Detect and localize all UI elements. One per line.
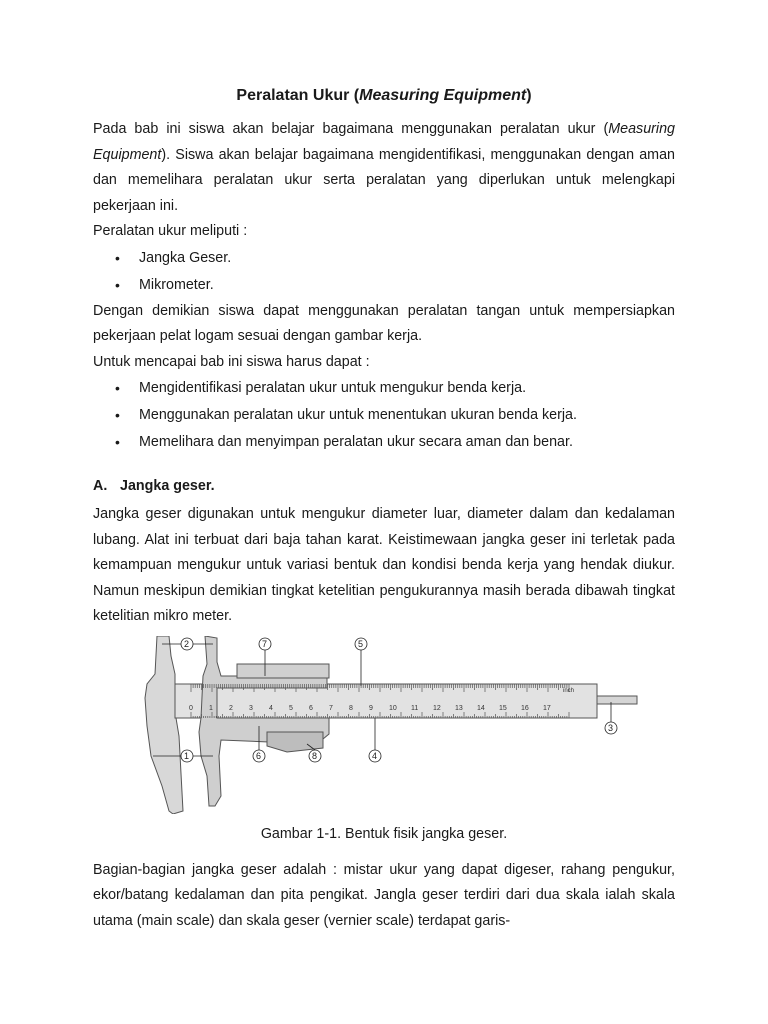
scale-number: 4 [269, 704, 273, 712]
callout-6: 6 [256, 750, 262, 761]
intro-text-b: ). Siswa akan belajar bagaimana mengidentifikasi, menggunakan dengan aman dan memelihara peralatan ukur serta peralatan yang diperlukan untuk melengkapi pekerjaan ini. [93, 146, 675, 214]
list-item: • Memelihara dan menyimpan peralatan ukur secara aman dan benar. [93, 429, 675, 456]
scale-number: 15 [499, 704, 507, 712]
document-page [93, 86, 675, 934]
list-item: • Mikrometer. [93, 272, 675, 299]
intro-paragraph [93, 117, 675, 219]
callout-4: 4 [372, 750, 378, 761]
intro-text-a: Pada bab ini siswa akan belajar bagaimana menggunakan peralatan ukur ( [93, 121, 609, 137]
title-prefix: Peralatan Ukur ( [236, 87, 360, 104]
callout-5: 5 [358, 638, 364, 649]
scale-number: 8 [349, 704, 353, 712]
list-item: • Jangka Geser. [93, 245, 675, 272]
scale-number: 14 [477, 704, 485, 712]
section-title: Jangka geser. [120, 478, 215, 494]
unit-label: inch [563, 687, 575, 694]
section-number: A. [93, 478, 108, 494]
caliper-figure [93, 636, 675, 814]
callout-3: 3 [608, 722, 614, 733]
thumb-grip [267, 732, 323, 752]
list1-label: Peralatan ukur meliputi : [93, 223, 248, 239]
scale-number: 7 [329, 704, 333, 712]
scale-number: 9 [369, 704, 373, 712]
scale-number: 10 [389, 704, 397, 712]
sliding-jaw [199, 636, 329, 806]
list-item: • Mengidentifikasi peralatan ukur untuk mengukur benda kerja. [93, 375, 675, 402]
list2-label: Untuk mencapai bab ini siswa harus dapat : [93, 353, 370, 370]
scale-number: 17 [543, 704, 551, 712]
section-paragraph: Jangka geser digunakan untuk mengukur diameter luar, diameter dalam dan kedalaman lubang. Alat ini terbuat dari baja tahan karat. Keistimewaan jangka geser ini terletak pada kemampuan mengukur untuk variasi bentuk dan kondisi benda kerja yang hendak diukur. Namun meskipun demikian tingkat ketelitian pengukurannya masih berada dibawah tingkat ketelitian mikro meter. [93, 506, 675, 624]
list-item: • Menggunakan peralatan ukur untuk menentukan ukuran benda kerja. [93, 402, 675, 429]
scale-number: 16 [521, 704, 529, 712]
scale-number: 0 [189, 704, 193, 712]
callout-7: 7 [262, 638, 268, 649]
main-scale-bar [175, 684, 597, 718]
page-title [93, 86, 675, 106]
caliper-illustration [117, 636, 647, 814]
callout-8: 8 [312, 750, 318, 761]
scale-number: 12 [433, 704, 441, 712]
scale-number: 6 [309, 704, 313, 712]
scale-number: 2 [229, 704, 233, 712]
locking-screw [237, 664, 329, 678]
scale-number: 5 [289, 704, 293, 712]
intro-text-italic: Measuring Equipment [93, 121, 675, 163]
equipment-list [93, 245, 675, 299]
callout-2: 2 [184, 638, 190, 649]
scale-number: 11 [411, 704, 419, 712]
scale-number: 3 [249, 704, 253, 712]
paragraph-2: Dengan demikian siswa dapat menggunakan peralatan tangan untuk mempersiapkan pekerjaan pelat logam sesuai dengan gambar kerja. [93, 302, 675, 344]
depth-rod [597, 696, 637, 704]
title-suffix: ) [526, 87, 532, 104]
callout-1: 1 [184, 750, 190, 761]
scale-number: 13 [455, 704, 463, 712]
title-italic: Measuring Equipment [359, 87, 527, 104]
closing-paragraph: Bagian-bagian jangka geser adalah : mistar ukur yang dapat digeser, rahang pengukur, ekor/batang kedalaman dan pita pengikat. Jangla geser terdiri dari dua skala ialah skala utama (main scale) dan skala geser (vernier scale) terdapat garis- [93, 861, 675, 929]
scale-number: 1 [209, 704, 213, 712]
objectives-list [93, 375, 675, 456]
section-heading [93, 474, 675, 498]
figure-caption: Gambar 1-1. Bentuk fisik jangka geser. [260, 825, 508, 842]
